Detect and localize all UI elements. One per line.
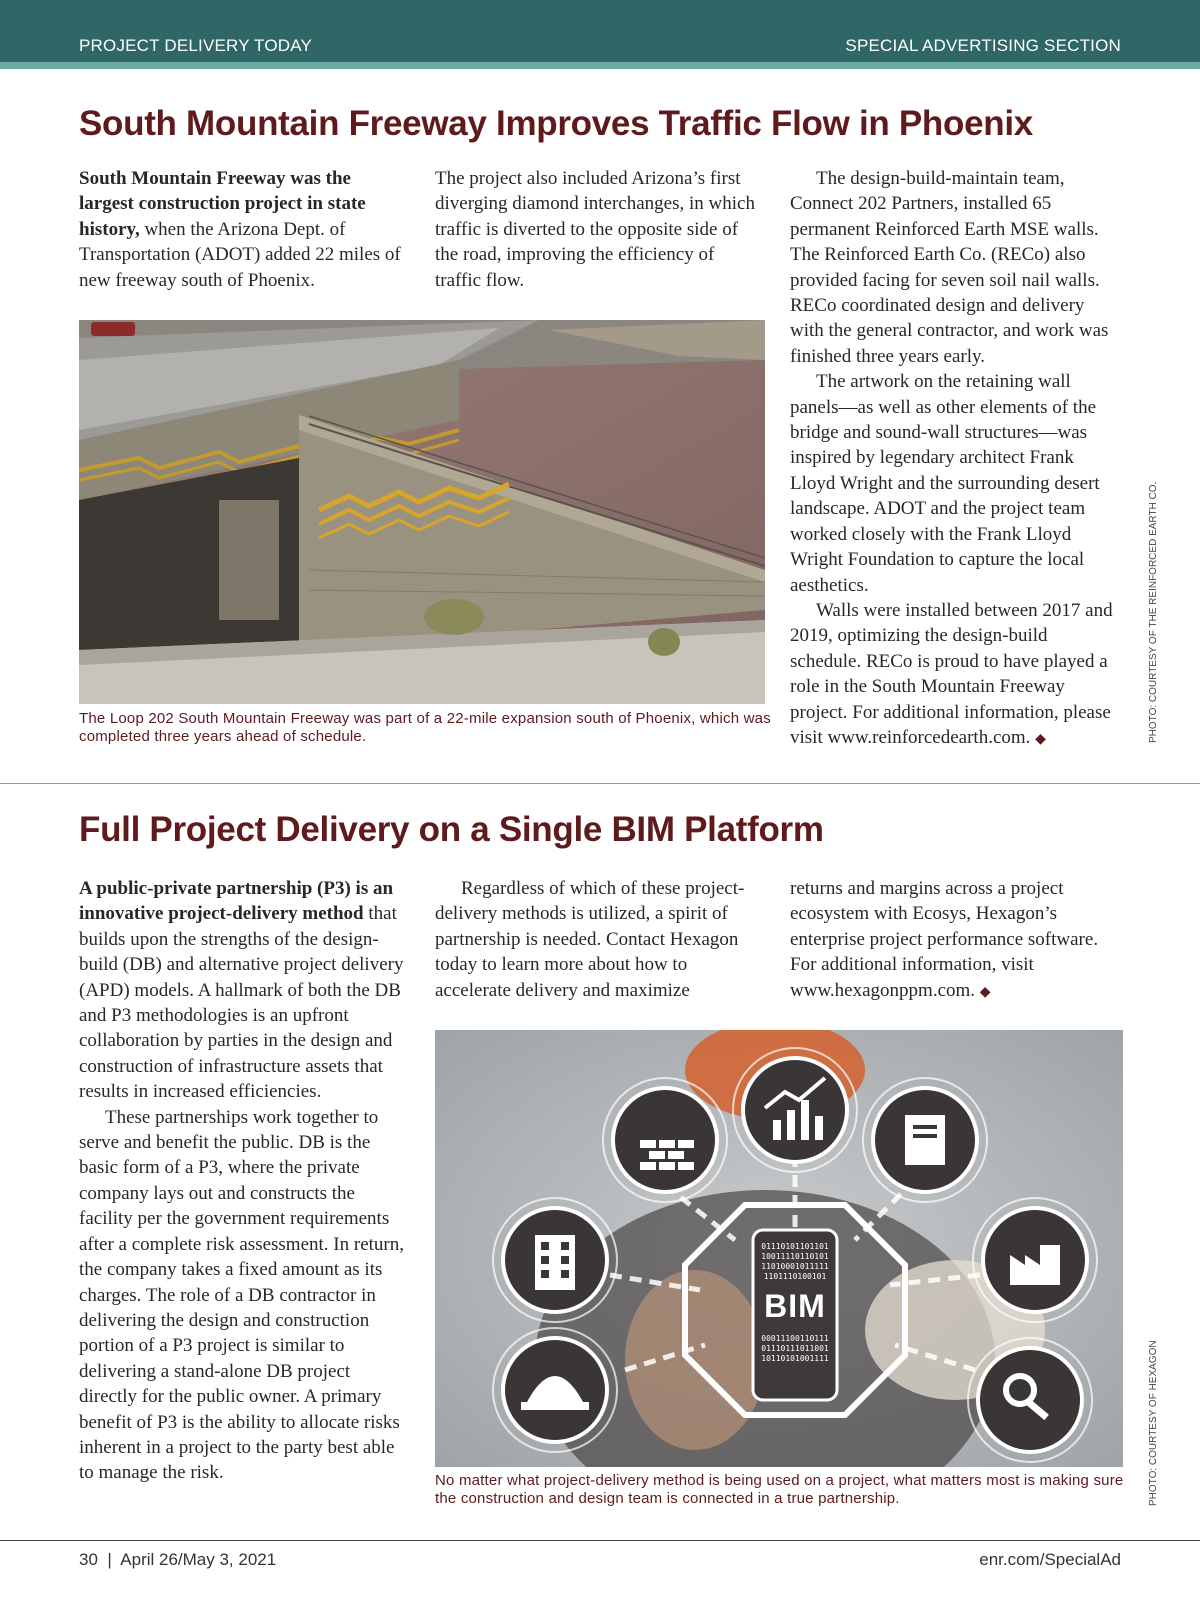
binary-readout-top: 01110101101101 10011110110101 11010001011111 1101110100101 <box>761 1242 829 1281</box>
article1-col3-paragraph2: The artwork on the retaining wall panels—as well as other elements of the bridge and sound-wall structures—was inspired by legendary architect Frank Lloyd Wright and the surrounding desert landscape. ADOT and the project team worked closely with the Frank Lloyd Wright Foundation to capture the local aesthetics. <box>790 371 1100 596</box>
article1-lead-bold: South Mountain Freeway was the largest construction project in state history, <box>79 168 366 240</box>
article1-lead-rest: when the Arizona Dept. of Transportation (ADOT) added 22 miles of new freeway south of Phoenix. <box>79 218 401 291</box>
article2-col2-paragraph: Regardless of which of these project-delivery methods is utilized, a spirit of partnership is needed. Contact Hexagon today to learn more about how to accelerate delivery and maximize <box>435 878 745 1001</box>
article2-col1 <box>79 876 407 1486</box>
article2-lead-rest: that builds upon the strengths of the design-build (DB) and alternative project delivery (APD) models. A hallmark of both the DB and P3 methodologies is an upfront collaboration by parties in the design and construction of infrastructure assets that results in increased efficiencies. <box>79 903 404 1103</box>
freeway-photo-credit: PHOTO: COURTESY OF THE REINFORCED EARTH CO. <box>1148 481 1159 743</box>
freeway-photo-caption: The Loop 202 South Mountain Freeway was part of a 22-mile expansion south of Phoenix, which was completed three years ahead of schedule. <box>79 710 771 745</box>
article1-col3-paragraph1: The design-build-maintain team, Connect 202 Partners, installed 65 permanent Reinforced Earth MSE walls. The Reinforced Earth Co. (RECo) also provided facing for seven soil nail walls. RECo coordinated design and delivery with the general contractor, and work was finished three years early. <box>790 168 1109 367</box>
bim-photo-caption: No matter what project-delivery method is being used on a project, what matters most is making sure the construction and design team is connected in a true partnership. <box>435 1472 1124 1507</box>
advertising-label: SPECIAL ADVERTISING SECTION <box>845 36 1121 55</box>
section-name: PROJECT DELIVERY TODAY <box>79 36 313 55</box>
article2-lead-bold: A public-private partnership (P3) is an innovative project-delivery method <box>79 878 394 925</box>
bim-photo-credit: PHOTO: COURTESY OF HEXAGON <box>1148 1340 1159 1506</box>
article2-col3 <box>790 876 1120 1005</box>
footer-url: enr.com/SpecialAd <box>979 1550 1121 1569</box>
bim-label: BIM <box>764 1288 826 1324</box>
article2-title: Full Project Delivery on a Single BIM Platform <box>79 810 824 849</box>
end-mark-diamond: ◆ <box>1035 731 1046 747</box>
article2-col3-paragraph: returns and margins across a project ecosystem with Ecosys, Hexagon’s enterprise project performance software. For additional information, visit www.hexagonppm.com. <box>790 878 1099 1001</box>
freeway-illustration <box>79 320 765 704</box>
end-mark-diamond: ◆ <box>979 984 991 1000</box>
freeway-photo <box>79 320 765 704</box>
binary-readout-bottom: 00011100110111 01110111011001 10110101001111 <box>761 1334 829 1363</box>
bim-photo <box>435 1030 1123 1467</box>
page-number-date: 30 | April 26/May 3, 2021 <box>79 1550 277 1569</box>
article1-col3-paragraph3: Walls were installed between 2017 and 2019, optimizing the design-build schedule. RECo is proud to have played a role in the South Mountain Freeway project. For additional information, please visit www.reinforcedearth.com. <box>790 599 1113 748</box>
article1-col1 <box>79 166 407 293</box>
section-divider <box>0 783 1200 784</box>
article1-title: South Mountain Freeway Improves Traffic Flow in Phoenix <box>79 104 1033 143</box>
article2-col2 <box>435 876 763 1003</box>
article2-col1-paragraph2: These partnerships work together to serve and benefit the public. DB is the basic form of a P3, where the private company lays out and constructs the facility per the government requirements after a complete risk assessment. In return, the company takes a fixed amount as its charges. The role of a DB contractor in delivering the design and construction portion of a P3 project is similar to delivering a stand-alone DB project directly for the public owner. A primary benefit of P3 is the ability to allocate risks inherent in a project to the party best able to manage the risk. <box>79 1106 404 1484</box>
article1-col2 <box>435 166 763 293</box>
header-stripe <box>0 62 1200 69</box>
article1-col3 <box>790 166 1120 752</box>
article1-col2-paragraph: The project also included Arizona’s first diverging diamond interchanges, in which traffic is diverted to the opposite side of the road, improving the efficiency of traffic flow. <box>435 168 755 291</box>
footer-rule <box>0 1540 1200 1541</box>
